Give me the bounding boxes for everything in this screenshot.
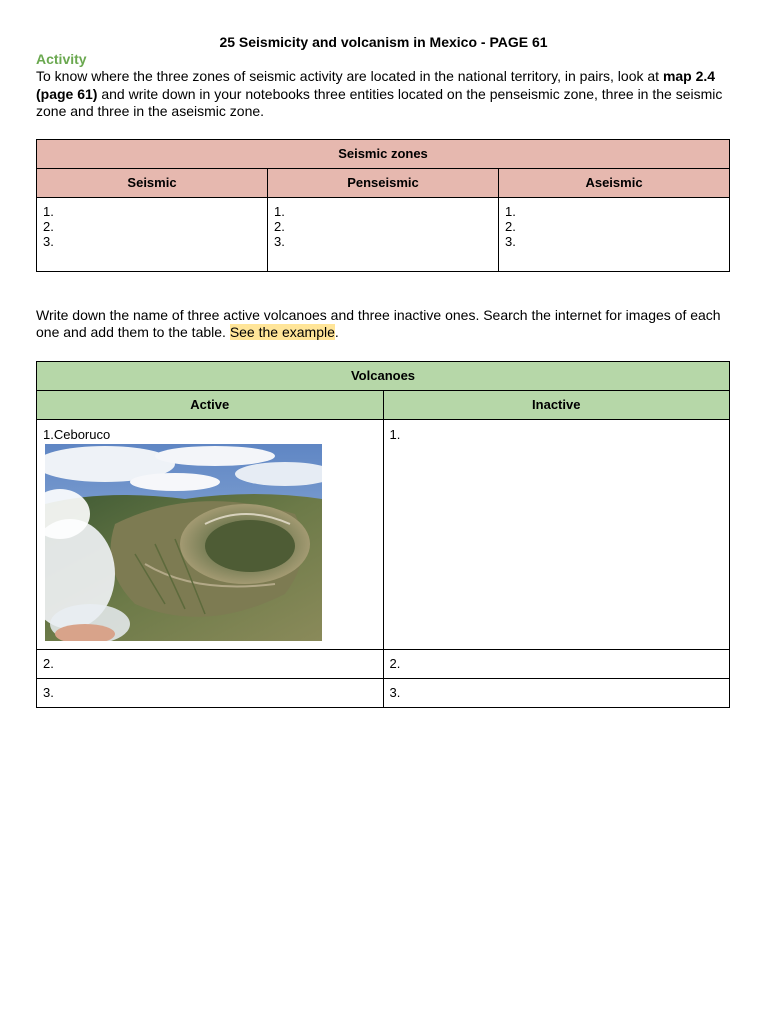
activity-heading: Activity bbox=[36, 51, 87, 67]
active-column-header: Active bbox=[37, 390, 384, 419]
intro-map-reference: map 2.4 (page 61) bbox=[36, 68, 716, 102]
volcano-instructions bbox=[36, 307, 731, 342]
see-example-highlight: See the example bbox=[229, 324, 335, 340]
aseismic-column-header: Aseismic bbox=[499, 168, 730, 197]
inactive-volcano-name-3: 3. bbox=[389, 684, 401, 700]
inactive-volcano-name-2: 2. bbox=[389, 655, 401, 671]
inactive-volcano-cell-3[interactable] bbox=[383, 678, 730, 707]
list-item: 3. bbox=[505, 233, 516, 249]
inactive-volcano-name-1: 1. bbox=[389, 426, 401, 442]
seismic-table-title: Seismic zones bbox=[37, 139, 730, 168]
list-item: 1. bbox=[274, 203, 285, 219]
list-item: 1. bbox=[505, 203, 516, 219]
intro-text-1: To know where the three zones of seismic activity are located in the national territory, in pairs, look at bbox=[36, 68, 663, 84]
list-item: 2. bbox=[274, 218, 285, 234]
aseismic-list-cell[interactable] bbox=[499, 197, 730, 271]
volcano-table-title: Volcanoes bbox=[37, 361, 730, 390]
list-item: 2. bbox=[43, 218, 54, 234]
active-volcano-name-3: 3. bbox=[43, 684, 54, 700]
volcanoes-table bbox=[36, 361, 730, 708]
intro-paragraph bbox=[36, 68, 731, 121]
inactive-volcano-cell-1[interactable] bbox=[383, 419, 730, 649]
seismic-list-cell[interactable] bbox=[37, 197, 268, 271]
penseismic-column-header: Penseismic bbox=[268, 168, 499, 197]
ceboruco-volcano-photo bbox=[45, 444, 322, 641]
list-item: 2. bbox=[505, 218, 516, 234]
active-volcano-cell-3[interactable] bbox=[37, 678, 384, 707]
seismic-zones-table bbox=[36, 139, 730, 272]
document-page bbox=[36, 33, 731, 708]
active-volcano-name-1: 1.Ceboruco bbox=[43, 426, 111, 442]
active-volcano-name-2: 2. bbox=[43, 655, 54, 671]
active-volcano-cell-2[interactable] bbox=[37, 649, 384, 678]
active-volcano-cell-1[interactable] bbox=[37, 419, 384, 649]
inactive-volcano-cell-2[interactable] bbox=[383, 649, 730, 678]
volcano-instructions-end: . bbox=[334, 324, 339, 340]
list-item: 1. bbox=[43, 203, 54, 219]
intro-text-2: and write down in your notebooks three entities located on the penseismic zone, three in the seismic zone and three in the aseismic zone. bbox=[36, 85, 723, 119]
volcano-instructions-text: Write down the name of three active volcanoes and three inactive ones. Search the internet for images of each one and add them to the table. bbox=[36, 306, 721, 340]
seismic-column-header: Seismic bbox=[37, 168, 268, 197]
inactive-column-header: Inactive bbox=[383, 390, 730, 419]
list-item: 3. bbox=[43, 233, 54, 249]
page-title: 25 Seismicity and volcanism in Mexico - PAGE 61 bbox=[219, 34, 548, 50]
list-item: 3. bbox=[274, 233, 285, 249]
penseismic-list-cell[interactable] bbox=[268, 197, 499, 271]
